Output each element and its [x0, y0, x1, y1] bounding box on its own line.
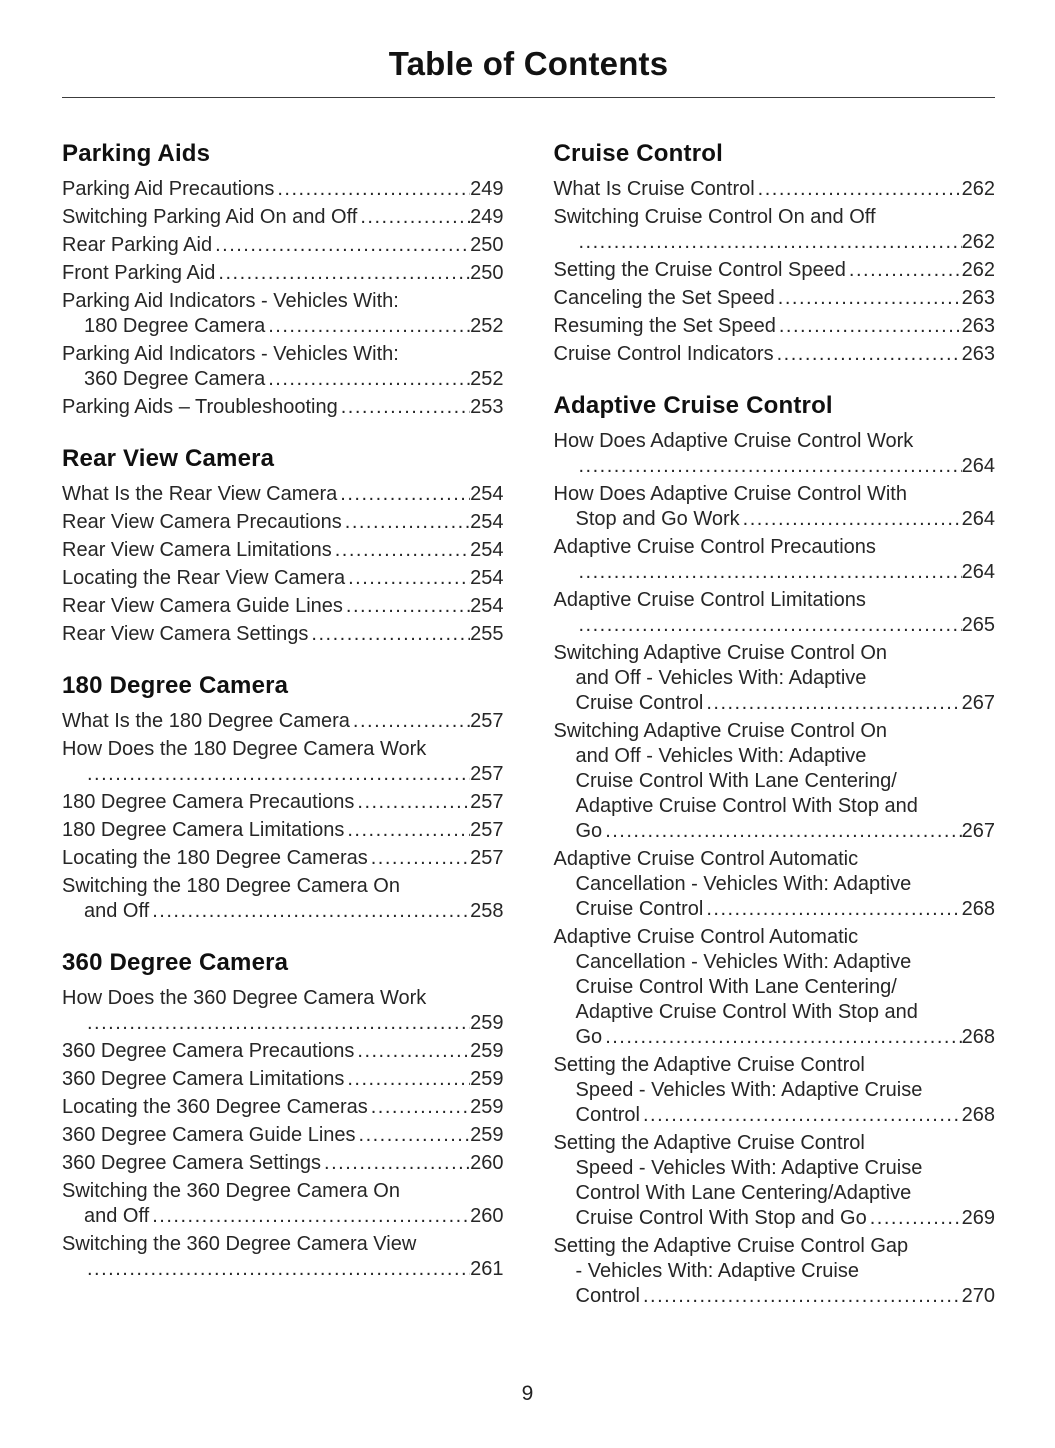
- section-heading: 360 Degree Camera: [62, 949, 289, 977]
- entry-last-line: [554, 1284, 996, 1309]
- entry-label: Control: [575, 1285, 640, 1308]
- entry-text-line: Cruise Control With Lane Centering/: [575, 770, 897, 793]
- entry-last-line: [62, 1151, 504, 1176]
- toc-entry[interactable]: [554, 205, 996, 255]
- entry-text-line: Cruise Control With Lane Centering/: [575, 976, 897, 999]
- dot-leader: [350, 709, 470, 734]
- dot-leader: [321, 1151, 470, 1176]
- dot-leader: [640, 1103, 962, 1128]
- toc-entry[interactable]: [62, 510, 504, 535]
- entry-last-line: [554, 1103, 996, 1128]
- toc-entry[interactable]: [62, 1123, 504, 1148]
- entry-label: 180 Degree Camera: [84, 315, 266, 338]
- dot-leader: [576, 560, 962, 585]
- toc-entry[interactable]: [62, 395, 504, 420]
- entry-last-line: [554, 230, 996, 255]
- entry-last-line: [554, 897, 996, 922]
- entry-last-line: [554, 1206, 996, 1231]
- entry-page-number: 262: [961, 178, 995, 201]
- entry-text-line: Adaptive Cruise Control Automatic: [553, 926, 859, 949]
- entry-label: Parking Aids – Troubleshooting: [62, 396, 338, 419]
- dot-leader: [354, 790, 470, 815]
- entry-last-line: [62, 1095, 504, 1120]
- entry-page-number: 259: [470, 1040, 504, 1063]
- toc-entry[interactable]: [62, 1151, 504, 1176]
- toc-entry[interactable]: [554, 177, 996, 202]
- toc-entry[interactable]: [62, 1179, 504, 1229]
- toc-entry[interactable]: [554, 1053, 996, 1128]
- toc-entry[interactable]: [62, 622, 504, 647]
- entry-page-number: 262: [961, 259, 995, 282]
- entry-text-line: Adaptive Cruise Control With Stop and: [575, 795, 918, 818]
- dot-leader: [602, 1025, 961, 1050]
- entry-last-line: [554, 507, 996, 532]
- dot-leader: [149, 1204, 470, 1229]
- dot-leader: [703, 897, 961, 922]
- toc-entry[interactable]: [62, 709, 504, 734]
- entry-last-line: [62, 1257, 504, 1282]
- entry-text-line: Switching the 360 Degree Camera On: [62, 1180, 400, 1203]
- entry-page-number: 263: [961, 287, 995, 310]
- dot-leader: [149, 899, 470, 924]
- entry-last-line: [62, 709, 504, 734]
- entry-last-line: [62, 566, 504, 591]
- entry-text-line: Setting the Adaptive Cruise Control Gap: [553, 1235, 909, 1258]
- entry-page-number: 257: [470, 847, 504, 870]
- dot-leader: [212, 233, 470, 258]
- entry-label: Cruise Control Indicators: [553, 343, 774, 366]
- entry-page-number: 259: [470, 1068, 504, 1091]
- entry-last-line: [554, 177, 996, 202]
- toc-entry[interactable]: [62, 566, 504, 591]
- entry-page-number: 268: [961, 1104, 995, 1127]
- entry-label: 360 Degree Camera Limitations: [62, 1068, 345, 1091]
- entry-text-line: How Does Adaptive Cruise Control With: [553, 483, 907, 506]
- entry-page-number: 249: [470, 206, 504, 229]
- toc-entry[interactable]: [62, 1232, 504, 1282]
- entry-text-line: Adaptive Cruise Control With Stop and: [575, 1001, 918, 1024]
- entry-label: What Is Cruise Control: [553, 178, 755, 201]
- entry-last-line: [554, 560, 996, 585]
- entry-text-line: - Vehicles With: Adaptive Cruise: [575, 1260, 859, 1283]
- dot-leader: [740, 507, 962, 532]
- page-title: Table of Contents: [388, 45, 669, 82]
- entry-label: 180 Degree Camera Precautions: [62, 791, 355, 814]
- entry-page-number: 257: [470, 710, 504, 733]
- entry-text-line: Setting the Adaptive Cruise Control: [553, 1054, 865, 1077]
- page-number: 9: [521, 1382, 534, 1405]
- entry-label: Switching Parking Aid On and Off: [62, 206, 358, 229]
- toc-entry[interactable]: [554, 1234, 996, 1309]
- toc-entry[interactable]: [62, 205, 504, 230]
- toc-entry[interactable]: [62, 177, 504, 202]
- entry-page-number: 264: [961, 561, 995, 584]
- entry-last-line: [554, 1025, 996, 1050]
- section-heading: Parking Aids: [62, 140, 211, 168]
- entry-label: Cruise Control: [575, 898, 704, 921]
- entry-label: What Is the Rear View Camera: [62, 483, 338, 506]
- entry-text-line: Switching the 360 Degree Camera View: [62, 1233, 417, 1256]
- toc-entry[interactable]: [554, 588, 996, 638]
- toc-column-1: [62, 140, 504, 1312]
- dot-leader: [357, 205, 470, 230]
- entry-page-number: 260: [470, 1205, 504, 1228]
- dot-leader: [265, 314, 470, 339]
- entry-last-line: [62, 1204, 504, 1229]
- section-heading: Rear View Camera: [62, 445, 275, 473]
- dot-leader: [576, 230, 962, 255]
- entry-page-number: 261: [470, 1258, 504, 1281]
- entry-last-line: [62, 233, 504, 258]
- entry-text-line: Adaptive Cruise Control Limitations: [553, 589, 866, 612]
- entry-page-number: 267: [961, 820, 995, 843]
- entry-last-line: [62, 482, 504, 507]
- entry-label: Go: [575, 820, 603, 843]
- entry-page-number: 262: [961, 231, 995, 254]
- entry-text-line: and Off - Vehicles With: Adaptive: [575, 667, 867, 690]
- entry-text-line: How Does the 360 Degree Camera Work: [62, 987, 427, 1010]
- entry-label: Rear View Camera Limitations: [62, 539, 332, 562]
- entry-text-line: Switching Adaptive Cruise Control On: [553, 642, 887, 665]
- entry-label: What Is the 180 Degree Camera: [62, 710, 350, 733]
- dot-leader: [215, 261, 470, 286]
- toc-entry[interactable]: [554, 286, 996, 311]
- entry-page-number: 268: [961, 1026, 995, 1049]
- entry-text-line: and Off - Vehicles With: Adaptive: [575, 745, 867, 768]
- entry-text-line: Parking Aid Indicators - Vehicles With:: [62, 290, 399, 313]
- toc-entry[interactable]: [62, 594, 504, 619]
- dot-leader: [338, 395, 470, 420]
- entry-page-number: 249: [470, 178, 504, 201]
- entry-page-number: 259: [470, 1012, 504, 1035]
- dot-leader: [776, 314, 962, 339]
- entry-page-number: 263: [961, 315, 995, 338]
- toc-entry[interactable]: [554, 641, 996, 716]
- dot-leader: [755, 177, 962, 202]
- entry-label: Locating the Rear View Camera: [62, 567, 346, 590]
- entry-label: Canceling the Set Speed: [553, 287, 775, 310]
- entry-page-number: 264: [961, 455, 995, 478]
- entry-text-line: Cancellation - Vehicles With: Adaptive: [575, 873, 912, 896]
- entry-last-line: [62, 818, 504, 843]
- entry-text-line: How Does the 180 Degree Camera Work: [62, 738, 427, 761]
- entry-label: Cruise Control With Stop and Go: [575, 1207, 867, 1230]
- dot-leader: [343, 594, 470, 619]
- entry-last-line: [554, 613, 996, 638]
- entry-text-line: Speed - Vehicles With: Adaptive Cruise: [575, 1079, 923, 1102]
- entry-last-line: [62, 594, 504, 619]
- toc-entry[interactable]: [554, 535, 996, 585]
- entry-page-number: 254: [470, 595, 504, 618]
- entry-label: 360 Degree Camera Guide Lines: [62, 1124, 356, 1147]
- dot-leader: [345, 566, 470, 591]
- entry-text-line: Switching Adaptive Cruise Control On: [553, 720, 887, 743]
- entry-page-number: 269: [961, 1207, 995, 1230]
- entry-page-number: 257: [470, 763, 504, 786]
- entry-last-line: [554, 819, 996, 844]
- dot-leader: [846, 258, 962, 283]
- toc-entry[interactable]: [62, 874, 504, 924]
- entry-page-number: 250: [470, 262, 504, 285]
- entry-last-line: [62, 622, 504, 647]
- dot-leader: [344, 818, 470, 843]
- entry-text-line: Speed - Vehicles With: Adaptive Cruise: [575, 1157, 923, 1180]
- entry-page-number: 259: [470, 1124, 504, 1147]
- entry-label: Parking Aid Precautions: [62, 178, 275, 201]
- toc-entry[interactable]: [554, 482, 996, 532]
- dot-leader: [576, 454, 962, 479]
- toc-entry[interactable]: [62, 846, 504, 871]
- toc-entry[interactable]: [62, 737, 504, 787]
- section-heading: Adaptive Cruise Control: [553, 392, 833, 420]
- entry-last-line: [62, 762, 504, 787]
- entry-label: Front Parking Aid: [62, 262, 216, 285]
- entry-last-line: [62, 846, 504, 871]
- dot-leader: [703, 691, 961, 716]
- dot-leader: [84, 762, 470, 787]
- entry-label: Rear View Camera Guide Lines: [62, 595, 343, 618]
- entry-last-line: [554, 258, 996, 283]
- dot-leader: [84, 1011, 470, 1036]
- entry-text-line: Control With Lane Centering/Adaptive: [575, 1182, 912, 1205]
- toc-entry[interactable]: [62, 790, 504, 815]
- toc-entry[interactable]: [62, 538, 504, 563]
- toc-entry[interactable]: [62, 1095, 504, 1120]
- toc-entry[interactable]: [62, 1067, 504, 1092]
- entry-page-number: 260: [470, 1152, 504, 1175]
- dot-leader: [84, 1257, 470, 1282]
- entry-last-line: [62, 314, 504, 339]
- entry-text-line: How Does Adaptive Cruise Control Work: [553, 430, 914, 453]
- entry-label: Locating the 360 Degree Cameras: [62, 1096, 368, 1119]
- toc-entry[interactable]: [62, 261, 504, 286]
- toc-entry[interactable]: [554, 258, 996, 283]
- toc-entry[interactable]: [62, 986, 504, 1036]
- entry-last-line: [62, 899, 504, 924]
- toc-entry[interactable]: [554, 719, 996, 844]
- entry-last-line: [62, 1123, 504, 1148]
- entry-label: Cruise Control: [575, 692, 704, 715]
- toc-entry[interactable]: [554, 314, 996, 339]
- dot-leader: [332, 538, 470, 563]
- entry-last-line: [62, 205, 504, 230]
- entry-last-line: [62, 1067, 504, 1092]
- toc-entry[interactable]: [62, 233, 504, 258]
- entry-last-line: [62, 1011, 504, 1036]
- entry-text-line: Setting the Adaptive Cruise Control: [553, 1132, 865, 1155]
- entry-label: Rear View Camera Precautions: [62, 511, 342, 534]
- dot-leader: [308, 622, 470, 647]
- toc-entry[interactable]: [554, 429, 996, 479]
- entry-page-number: 267: [961, 692, 995, 715]
- entry-label: 180 Degree Camera Limitations: [62, 819, 345, 842]
- dot-leader: [576, 613, 962, 638]
- entry-label: Resuming the Set Speed: [553, 315, 776, 338]
- toc-entry[interactable]: [62, 482, 504, 507]
- entry-page-number: 270: [961, 1285, 995, 1308]
- toc-entry[interactable]: [554, 342, 996, 367]
- entry-label: and Off: [84, 1205, 150, 1228]
- entry-page-number: 258: [470, 900, 504, 923]
- dot-leader: [265, 367, 470, 392]
- dot-leader: [274, 177, 470, 202]
- dot-leader: [774, 342, 962, 367]
- dot-leader: [356, 1123, 471, 1148]
- entry-last-line: [554, 314, 996, 339]
- dot-leader: [640, 1284, 962, 1309]
- toc-entry[interactable]: [554, 1131, 996, 1231]
- section-heading: 180 Degree Camera: [62, 672, 289, 700]
- dot-leader: [344, 1067, 470, 1092]
- toc-entry[interactable]: [62, 342, 504, 392]
- section-heading: Cruise Control: [553, 140, 723, 168]
- entry-last-line: [62, 538, 504, 563]
- entry-page-number: 264: [961, 508, 995, 531]
- entry-page-number: 254: [470, 539, 504, 562]
- entry-last-line: [62, 395, 504, 420]
- toc-entry[interactable]: [62, 289, 504, 339]
- entry-label: Rear View Camera Settings: [62, 623, 309, 646]
- dot-leader: [602, 819, 961, 844]
- entry-label: 360 Degree Camera Settings: [62, 1152, 322, 1175]
- entry-label: Go: [575, 1026, 603, 1049]
- dot-leader: [368, 1095, 470, 1120]
- entry-last-line: [554, 454, 996, 479]
- entry-last-line: [62, 261, 504, 286]
- entry-last-line: [554, 286, 996, 311]
- toc-column-2: [554, 140, 996, 1312]
- entry-last-line: [554, 691, 996, 716]
- entry-page-number: 265: [961, 614, 995, 637]
- toc-entry[interactable]: [62, 818, 504, 843]
- entry-label: 360 Degree Camera: [84, 368, 266, 391]
- entry-page-number: 268: [961, 898, 995, 921]
- toc-columns: [62, 98, 995, 1312]
- dot-leader: [368, 846, 470, 871]
- toc-entry[interactable]: [554, 847, 996, 922]
- entry-page-number: 254: [470, 511, 504, 534]
- entry-label: Control: [575, 1104, 640, 1127]
- entry-text-line: Adaptive Cruise Control Precautions: [553, 536, 876, 559]
- entry-page-number: 257: [470, 819, 504, 842]
- dot-leader: [342, 510, 470, 535]
- entry-page-number: 255: [470, 623, 504, 646]
- dot-leader: [775, 286, 962, 311]
- entry-page-number: 253: [470, 396, 504, 419]
- entry-page-number: 250: [470, 234, 504, 257]
- entry-page-number: 254: [470, 567, 504, 590]
- entry-text-line: Switching the 180 Degree Camera On: [62, 875, 400, 898]
- entry-last-line: [62, 510, 504, 535]
- dot-leader: [867, 1206, 962, 1231]
- dot-leader: [337, 482, 470, 507]
- entry-page-number: 257: [470, 791, 504, 814]
- entry-text-line: Adaptive Cruise Control Automatic: [553, 848, 859, 871]
- entry-last-line: [62, 790, 504, 815]
- entry-label: Setting the Cruise Control Speed: [553, 259, 846, 282]
- entry-last-line: [62, 177, 504, 202]
- entry-text-line: Parking Aid Indicators - Vehicles With:: [62, 343, 399, 366]
- entry-page-number: 263: [961, 343, 995, 366]
- entry-page-number: 254: [470, 483, 504, 506]
- entry-page-number: 252: [470, 315, 504, 338]
- entry-page-number: 252: [470, 368, 504, 391]
- entry-label: and Off: [84, 900, 150, 923]
- entry-page-number: 259: [470, 1096, 504, 1119]
- toc-entry[interactable]: [62, 1039, 504, 1064]
- entry-text-line: Switching Cruise Control On and Off: [553, 206, 876, 229]
- entry-label: Stop and Go Work: [575, 508, 740, 531]
- entry-label: 360 Degree Camera Precautions: [62, 1040, 355, 1063]
- dot-leader: [354, 1039, 470, 1064]
- entry-last-line: [62, 367, 504, 392]
- toc-entry[interactable]: [554, 925, 996, 1050]
- entry-label: Rear Parking Aid: [62, 234, 213, 257]
- entry-last-line: [62, 1039, 504, 1064]
- entry-text-line: Cancellation - Vehicles With: Adaptive: [575, 951, 912, 974]
- entry-label: Locating the 180 Degree Cameras: [62, 847, 368, 870]
- entry-last-line: [554, 342, 996, 367]
